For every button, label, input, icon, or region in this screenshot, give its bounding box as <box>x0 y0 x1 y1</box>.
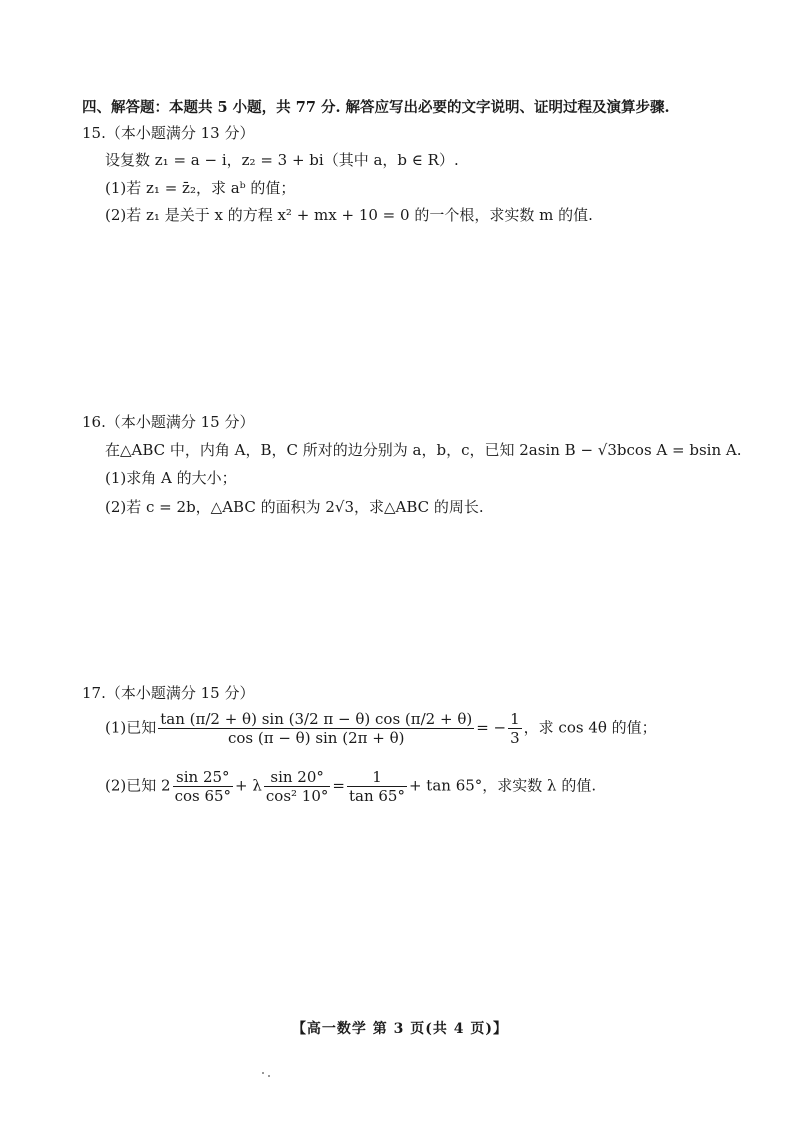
scan-speck <box>268 1075 270 1077</box>
q17-part2-equals: = <box>332 776 345 795</box>
q16-stem: 在△ABC 中，内角 A，B，C 所对的边分别为 a，b，c，已知 2asin B − √3bcos A = bsin A. <box>105 441 742 459</box>
q17-part2-fraction-1 <box>173 768 233 805</box>
q17-part1-rhs-fraction <box>508 710 522 747</box>
q16-part1: (1)求角 A 的大小； <box>105 469 237 487</box>
q17-part1-rhs-denominator: 3 <box>510 729 520 747</box>
q17-part2-prefix: (2)已知 2 <box>105 776 171 795</box>
q17-part1-suffix: ，求 cos 4θ 的值； <box>523 718 657 737</box>
q17-part2-f3-numerator: 1 <box>347 768 407 787</box>
q17-part1-numerator: tan (π/2 + θ) sin (3/2 π − θ) cos (π/2 + θ) <box>160 710 473 728</box>
q16-title: 16.（本小题满分 15 分） <box>82 413 255 431</box>
q17-part1-fraction <box>158 710 474 747</box>
q15-stem: 设复数 z₁ = a − i，z₂ = 3 + bi（其中 a，b ∈ R）. <box>105 151 459 169</box>
q17-part2-f2-numerator: sin 20° <box>264 768 331 787</box>
scan-speck <box>262 1072 264 1074</box>
q17-part2-f2-denominator: cos² 10° <box>265 787 329 805</box>
q15-part1: (1)若 z₁ = z̄₂，求 aᵇ 的值； <box>105 179 296 197</box>
q17-part2-plus-lambda: + λ <box>235 776 262 795</box>
q17-part1-equals: = − <box>476 718 507 737</box>
q17-part2-suffix: + tan 65°，求实数 λ 的值. <box>408 776 597 795</box>
q17-part1 <box>105 710 657 747</box>
section-header: 四、解答题：本题共 5 小题，共 77 分. 解答应写出必要的文字说明、证明过程及演算步骤. <box>82 99 670 116</box>
q17-part2-f3-denominator: tan 65° <box>348 787 405 805</box>
q17-part2-fraction-2 <box>264 768 331 805</box>
q17-part2 <box>105 768 596 805</box>
q17-title: 17.（本小题满分 15 分） <box>82 684 255 702</box>
q17-part1-denominator: cos (π − θ) sin (2π + θ) <box>227 729 405 747</box>
q17-part1-prefix: (1)已知 <box>105 718 157 737</box>
q17-part2-f1-denominator: cos 65° <box>174 787 232 805</box>
q15-part2: (2)若 z₁ 是关于 x 的方程 x² + mx + 10 = 0 的一个根，求实数 m 的值. <box>105 206 593 224</box>
q17-part1-rhs-numerator: 1 <box>510 710 520 728</box>
page-footer: 【高一数学 第 3 页(共 4 页)】 <box>291 1021 509 1037</box>
q15-title: 15.（本小题满分 13 分） <box>82 124 255 142</box>
q17-part2-fraction-3 <box>347 768 407 805</box>
q17-part2-f1-numerator: sin 25° <box>173 768 233 787</box>
q16-part2: (2)若 c = 2b，△ABC 的面积为 2√3，求△ABC 的周长. <box>105 498 484 516</box>
